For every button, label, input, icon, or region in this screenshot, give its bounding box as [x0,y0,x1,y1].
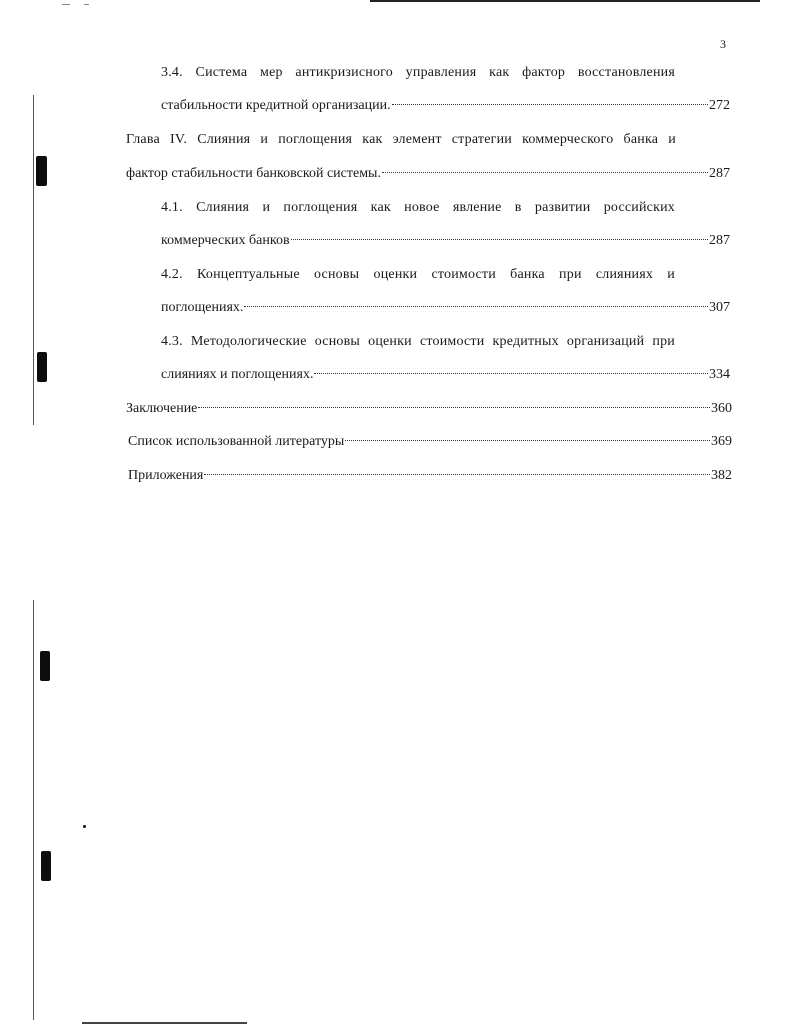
toc-entry-text: поглощениях. [161,300,244,315]
dot-leader [244,306,708,307]
toc-page-number: 382 [711,468,732,483]
toc-page-number: 287 [709,233,730,248]
toc-page-number: 287 [709,166,730,181]
binding-hole-mark [37,352,47,382]
dot-leader [291,239,708,240]
toc-entry-4-1[interactable] [161,232,730,250]
toc-chapter-4[interactable] [126,165,730,183]
toc-conclusion[interactable] [126,400,732,418]
dot-leader [198,407,710,408]
scan-mark [84,4,89,5]
binding-hole-mark [41,851,51,881]
toc-page-number: 369 [711,434,732,449]
toc-page-number: 307 [709,300,730,315]
binding-hole-mark [36,156,47,186]
page-number: 3 [720,37,726,51]
toc-entry-3-4[interactable] [161,97,730,115]
dot-leader [345,440,710,441]
toc-entry-text: Заключение [126,401,198,416]
toc-entry-text: слияниях и поглощениях. [161,367,314,382]
toc-entry-4-1-title: 4.1. Слияния и поглощения как новое явление в развитии российских [161,200,675,215]
scan-edge-line [370,0,760,2]
dot-leader [392,104,708,105]
binding-hole-mark [40,651,50,681]
toc-page-number: 360 [711,401,732,416]
dot-leader [204,474,710,475]
toc-entry-4-3-title: 4.3. Методологические основы оценки стоимости кредитных организаций при [161,334,675,349]
scan-edge-line [82,1022,247,1024]
toc-entry-text: коммерческих банков [161,233,290,248]
toc-page-number: 272 [709,98,730,113]
toc-references[interactable] [128,433,732,451]
toc-chapter-4-title: Глава IV. Слияния и поглощения как элемент стратегии коммерческого банка и [126,132,676,147]
left-margin-rule [33,600,34,1020]
toc-entry-4-2[interactable] [161,299,730,317]
toc-entry-text: Список использованной литературы [128,434,345,449]
toc-entry-text: стабильности кредитной организации. [161,98,391,113]
scan-mark [62,4,70,5]
toc-entry-4-2-title: 4.2. Концептуальные основы оценки стоимости банка при слияниях и [161,267,675,282]
toc-entry-text: Приложения [128,468,204,483]
dot-leader [314,373,708,374]
toc-entry-3-4-title: 3.4. Система мер антикризисного управления как фактор восстановления [161,65,675,80]
toc-entry-4-3[interactable] [161,366,730,384]
toc-appendices[interactable] [128,467,732,485]
toc-entry-text: фактор стабильности банковской системы. [126,166,381,181]
scan-speck [83,825,86,828]
toc-page-number: 334 [709,367,730,382]
left-margin-rule [33,95,34,425]
dot-leader [382,172,708,173]
